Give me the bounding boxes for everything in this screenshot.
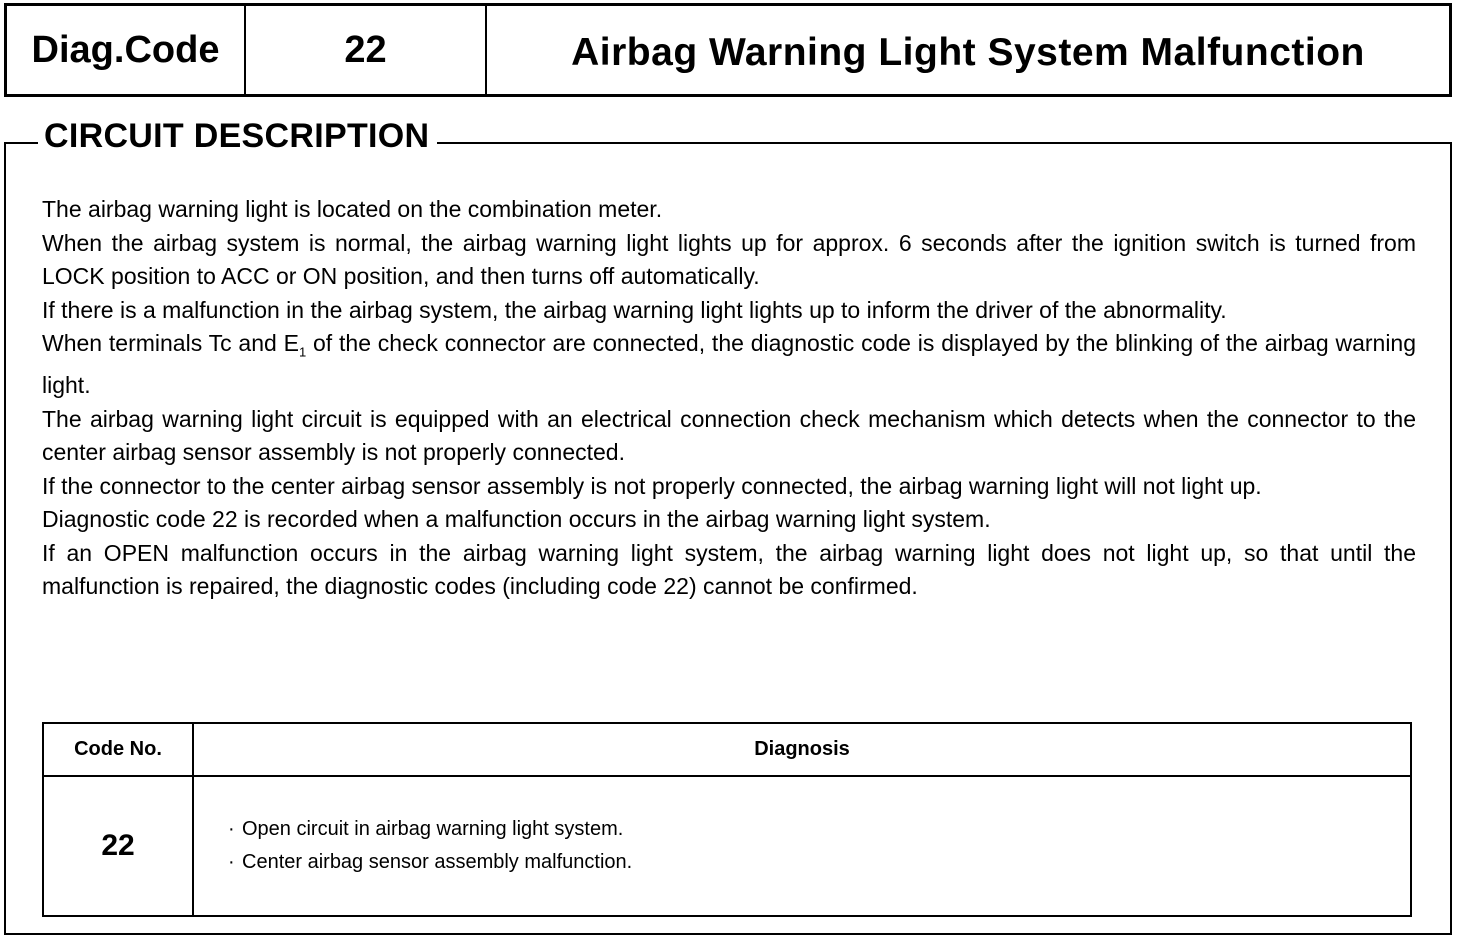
circuit-description-text xyxy=(42,193,1416,604)
section-title: CIRCUIT DESCRIPTION xyxy=(38,116,437,156)
column-header-diagnosis: Diagnosis xyxy=(193,723,1411,776)
diag-header xyxy=(4,3,1452,97)
table-header-row xyxy=(43,723,1411,776)
list-item xyxy=(228,813,1410,846)
terminals-prefix: When terminals Tc and E xyxy=(42,330,299,356)
paragraph: When the airbag system is normal, the airbag warning light lights up for approx. 6 seconds after the ignition switch is turned from LOCK position to ACC or ON position, and then turns off automatically. xyxy=(42,229,1416,289)
terminal-subscript: 1 xyxy=(298,344,307,360)
paragraph-terminals xyxy=(42,327,1416,403)
paragraph: If there is a malfunction in the airbag system, the airbag warning light lights up to inform the driver of the abnormality. xyxy=(42,296,1227,323)
paragraph: Diagnostic code 22 is recorded when a malfunction occurs in the airbag warning light system. xyxy=(42,506,991,533)
column-header-code: Code No. xyxy=(43,723,193,776)
paragraph: The airbag warning light is located on the combination meter. xyxy=(42,196,663,222)
code-cell: 22 xyxy=(43,776,193,916)
table-row xyxy=(43,776,1411,916)
diag-code-label: Diag.Code xyxy=(7,6,246,94)
paragraph: The airbag warning light circuit is equipped with an electrical connection check mechanism which detects when the connector to the center airbag sensor assembly is not properly connected. xyxy=(42,405,1416,466)
terminals-text: of the check connector are connected, the diagnostic code is displayed by the blinking of the airbag warning light. xyxy=(42,330,1417,399)
paragraph: If an OPEN malfunction occurs in the airbag warning light system, the airbag warning light does not light up, so that until the malfunction is repaired, the diagnostic codes (including code 22) cannot be confirmed. xyxy=(42,539,1416,600)
diagnosis-item: Open circuit in airbag warning light system. xyxy=(242,818,624,840)
diagnosis-list xyxy=(228,813,1410,879)
paragraph: If the connector to the center airbag sensor assembly is not properly connected, the airbag warning light will not light up. xyxy=(42,472,1262,499)
diagnosis-cell xyxy=(193,776,1411,916)
list-item xyxy=(228,846,1410,879)
diagnosis-table xyxy=(42,722,1412,917)
diagnosis-item: Center airbag sensor assembly malfunction. xyxy=(242,851,633,873)
bullet-icon: · xyxy=(228,818,235,840)
diag-code-number: 22 xyxy=(246,6,487,94)
diag-title: Airbag Warning Light System Malfunction xyxy=(571,31,1365,74)
bullet-icon: · xyxy=(228,851,235,873)
